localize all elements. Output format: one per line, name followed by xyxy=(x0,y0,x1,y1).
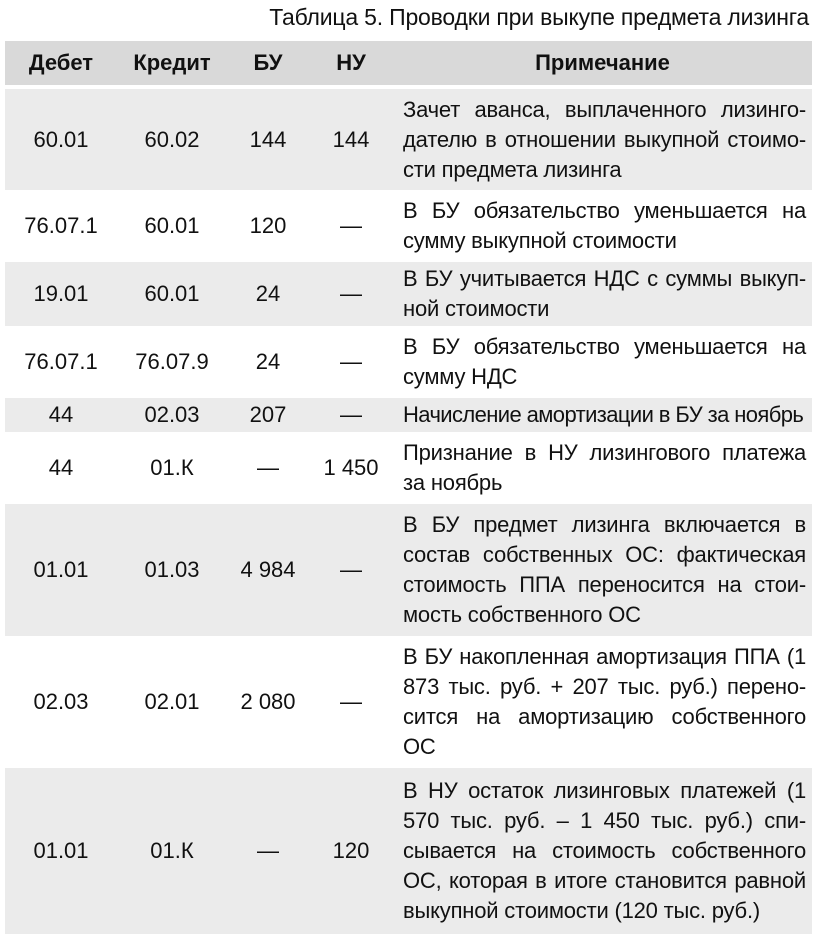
cell-credit: 60.01 xyxy=(144,213,200,238)
table-row xyxy=(5,194,812,258)
cell-note: Зачет аванса, выплаченного лизинго-дателю в отношении выкупной стоимо-сти предмета лизинга xyxy=(393,89,812,190)
cell-nu: — xyxy=(309,398,393,432)
cell-note: Начисление амортизации в БУ за ноябрь xyxy=(393,398,812,432)
table-row xyxy=(5,330,812,394)
cell-nu: 144 xyxy=(309,89,393,190)
header-credit: Кредит xyxy=(117,41,227,85)
cell-debit: 60.01 xyxy=(5,89,117,190)
cell-bu: 4 984 xyxy=(227,504,309,636)
table-row xyxy=(5,504,812,636)
cell-nu: — xyxy=(309,504,393,636)
cell-debit: 76.07.1 xyxy=(24,213,98,238)
table-row xyxy=(5,768,812,934)
table-row xyxy=(5,398,812,432)
cell-credit: 76.07.9 xyxy=(135,349,209,374)
header-debit: Дебет xyxy=(5,41,117,85)
header-note: Примечание xyxy=(393,41,812,85)
cell-bu: — xyxy=(257,455,279,480)
cell-credit: 02.03 xyxy=(117,398,227,432)
header-nu: НУ xyxy=(309,41,393,85)
table-row xyxy=(5,436,812,500)
cell-note: В БУ учитывается НДС с суммы выкуп-ной стоимости xyxy=(393,262,812,326)
cell-bu: 144 xyxy=(227,89,309,190)
cell-debit: 02.03 xyxy=(33,689,89,714)
cell-bu: 120 xyxy=(249,213,287,238)
header-bu: БУ xyxy=(227,41,309,85)
cell-bu: — xyxy=(227,768,309,934)
cell-nu: 120 xyxy=(309,768,393,934)
cell-bu: 24 xyxy=(227,262,309,326)
cell-nu: — xyxy=(309,262,393,326)
postings-table xyxy=(5,37,812,938)
cell-bu: 2 080 xyxy=(240,689,296,714)
cell-nu: — xyxy=(340,689,362,714)
cell-debit: 19.01 xyxy=(5,262,117,326)
table-row xyxy=(5,640,812,764)
cell-debit: 44 xyxy=(48,455,74,480)
table-row xyxy=(5,262,812,326)
cell-nu: — xyxy=(340,213,362,238)
cell-credit: 01.К xyxy=(150,455,194,480)
cell-debit: 76.07.1 xyxy=(24,349,98,374)
cell-note: Признание в НУ лизингового платежа за ноябрь xyxy=(403,440,806,495)
cell-note: В БУ обязательство уменьшается на сумму НДС xyxy=(403,334,806,389)
cell-debit: 01.01 xyxy=(5,504,117,636)
cell-credit: 60.02 xyxy=(117,89,227,190)
cell-debit: 01.01 xyxy=(5,768,117,934)
table-caption: Таблица 5. Проводки при выкупе предмета лизинга xyxy=(269,4,809,30)
cell-credit: 60.01 xyxy=(117,262,227,326)
cell-credit: 01.03 xyxy=(117,504,227,636)
cell-nu: 1 450 xyxy=(323,455,379,480)
cell-credit: 02.01 xyxy=(144,689,200,714)
cell-note: В БУ предмет лизинга включается в состав собственных ОС: фактическая стоимость ППА переносится на стои-мость собственного ОС xyxy=(393,504,812,636)
cell-note: В БУ обязательство уменьшается на сумму выкупной стоимости xyxy=(403,198,806,253)
cell-nu: — xyxy=(340,349,362,374)
header-row xyxy=(5,41,812,85)
cell-note: В БУ накопленная амортизация ППА (1 873 тыс. руб. + 207 тыс. руб.) перено-сится на амортизацию собственного ОС xyxy=(403,644,806,759)
cell-debit: 44 xyxy=(5,398,117,432)
table-row xyxy=(5,89,812,190)
cell-credit: 01.К xyxy=(117,768,227,934)
cell-note: В НУ остаток лизинговых платежей (1 570 тыс. руб. – 1 450 тыс. руб.) спи-сывается на стоимость собственного ОС, которая в итоге становится равной выкупной стоимости (120 тыс. руб.) xyxy=(393,768,812,934)
cell-bu: 207 xyxy=(227,398,309,432)
cell-bu: 24 xyxy=(255,349,281,374)
